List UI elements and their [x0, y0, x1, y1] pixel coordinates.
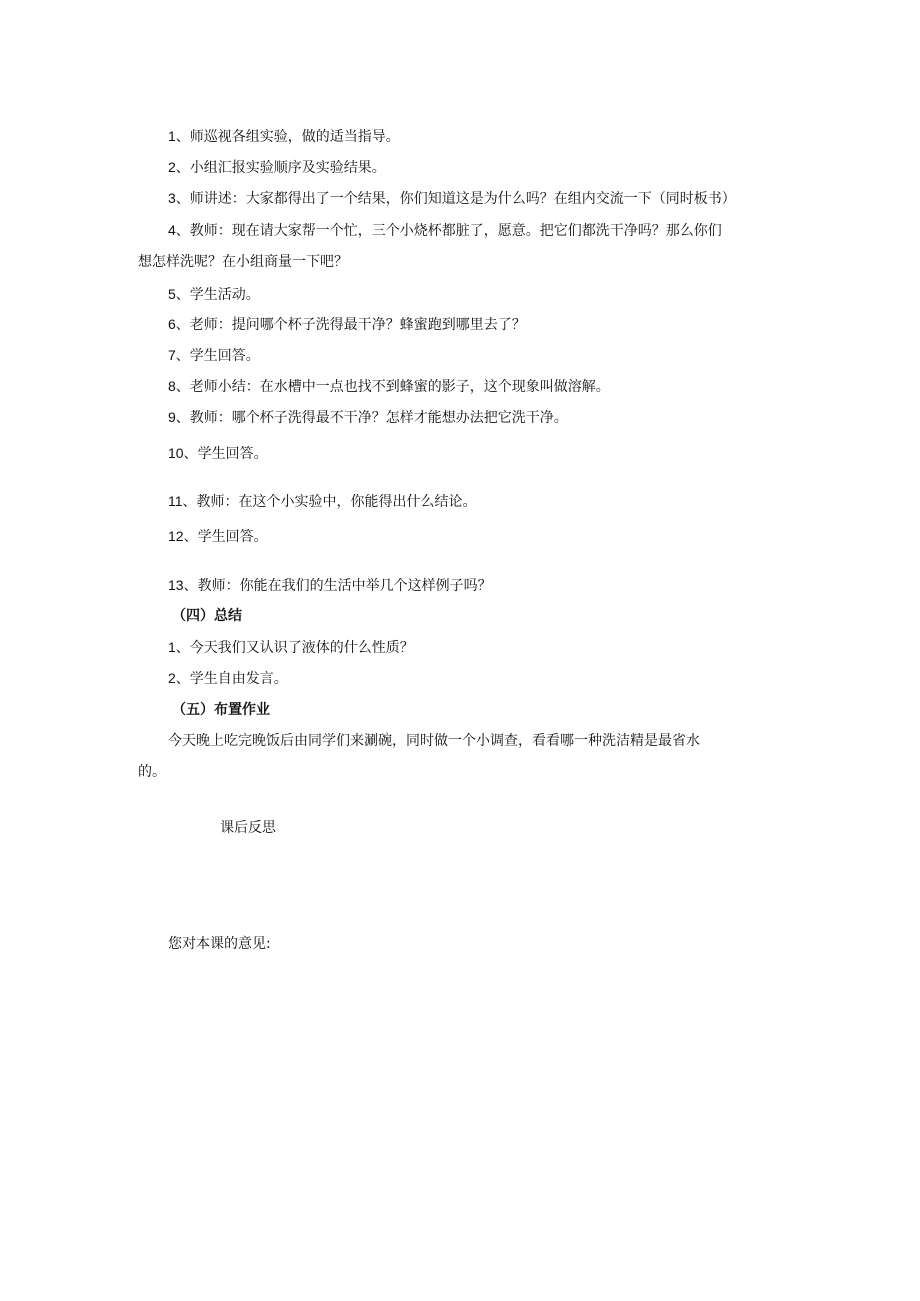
list-item	[168, 285, 260, 304]
item-text: 、教师：哪个杯子洗得最不干净？怎样才能想办法把它洗干净。	[175, 410, 568, 426]
list-item	[168, 638, 414, 657]
list-item-continuation	[138, 253, 348, 271]
item-number: 9	[168, 409, 176, 425]
item-number: 5	[168, 286, 176, 302]
item-text: 、学生自由发言。	[175, 671, 288, 687]
list-item	[168, 444, 268, 463]
reflection-label: 课后反思	[220, 820, 276, 836]
list-item	[168, 221, 722, 240]
list-item	[168, 346, 260, 365]
list-item	[168, 492, 477, 511]
list-item	[168, 527, 268, 546]
item-text: 、今天我们又认识了液体的什么性质？	[175, 640, 414, 656]
section-heading-summary: （四）总结	[172, 608, 242, 624]
item-text: 、老师小结：在水槽中一点也找不到蜂蜜的影子，这个现象叫做溶解。	[175, 379, 610, 395]
item-text: 、老师：提问哪个杯子洗得最干净？蜂蜜跑到哪里去了？	[175, 317, 526, 333]
item-number: 11	[168, 493, 183, 509]
item-text: 、学生回答。	[183, 529, 268, 545]
list-item	[168, 576, 492, 595]
list-item	[168, 408, 568, 427]
list-item	[168, 127, 400, 146]
item-number: 4	[168, 222, 176, 238]
item-number: 12	[168, 528, 184, 544]
item-number: 10	[168, 445, 184, 461]
paragraph-line: 的。	[138, 764, 166, 780]
paragraph-line: 今天晚上吃完晚饭后由同学们来涮碗，同时做一个小调查，看看哪一种洗洁精是最省水	[168, 733, 700, 749]
list-item	[168, 189, 736, 208]
item-text: 、教师：你能在我们的生活中举几个这样例子吗？	[183, 578, 492, 594]
item-number: 8	[168, 378, 176, 394]
item-text: 、教师：现在请大家帮一个忙，三个小烧杯都脏了，愿意。把它们都洗干净吗？那么你们	[175, 223, 722, 239]
section-heading-homework: （五）布置作业	[172, 702, 270, 718]
item-text: 、师巡视各组实验，做的适当指导。	[175, 129, 400, 145]
item-number: 13	[168, 577, 184, 593]
item-text: 、教师：在这个小实验中，你能得出什么结论。	[182, 494, 477, 510]
item-text: 想怎样洗呢？在小组商量一下吧？	[138, 254, 348, 270]
item-number: 3	[168, 190, 176, 206]
list-item	[168, 158, 386, 177]
item-number: 7	[168, 347, 176, 363]
list-item	[168, 669, 288, 688]
item-text: 、师讲述：大家都得出了一个结果，你们知道这是为什么吗？在组内交流一下（同时板书）	[175, 191, 736, 207]
opinion-label: 您对本课的意见:	[168, 936, 271, 952]
item-number: 1	[168, 128, 176, 144]
item-text: 、学生回答。	[183, 446, 268, 462]
item-text: 、学生活动。	[175, 287, 260, 303]
item-number: 1	[168, 639, 176, 655]
item-text: 、小组汇报实验顺序及实验结果。	[175, 160, 386, 176]
item-number: 2	[168, 159, 176, 175]
item-text: 、学生回答。	[175, 348, 260, 364]
list-item	[168, 377, 610, 396]
list-item	[168, 315, 526, 334]
item-number: 2	[168, 670, 176, 686]
item-number: 6	[168, 316, 176, 332]
